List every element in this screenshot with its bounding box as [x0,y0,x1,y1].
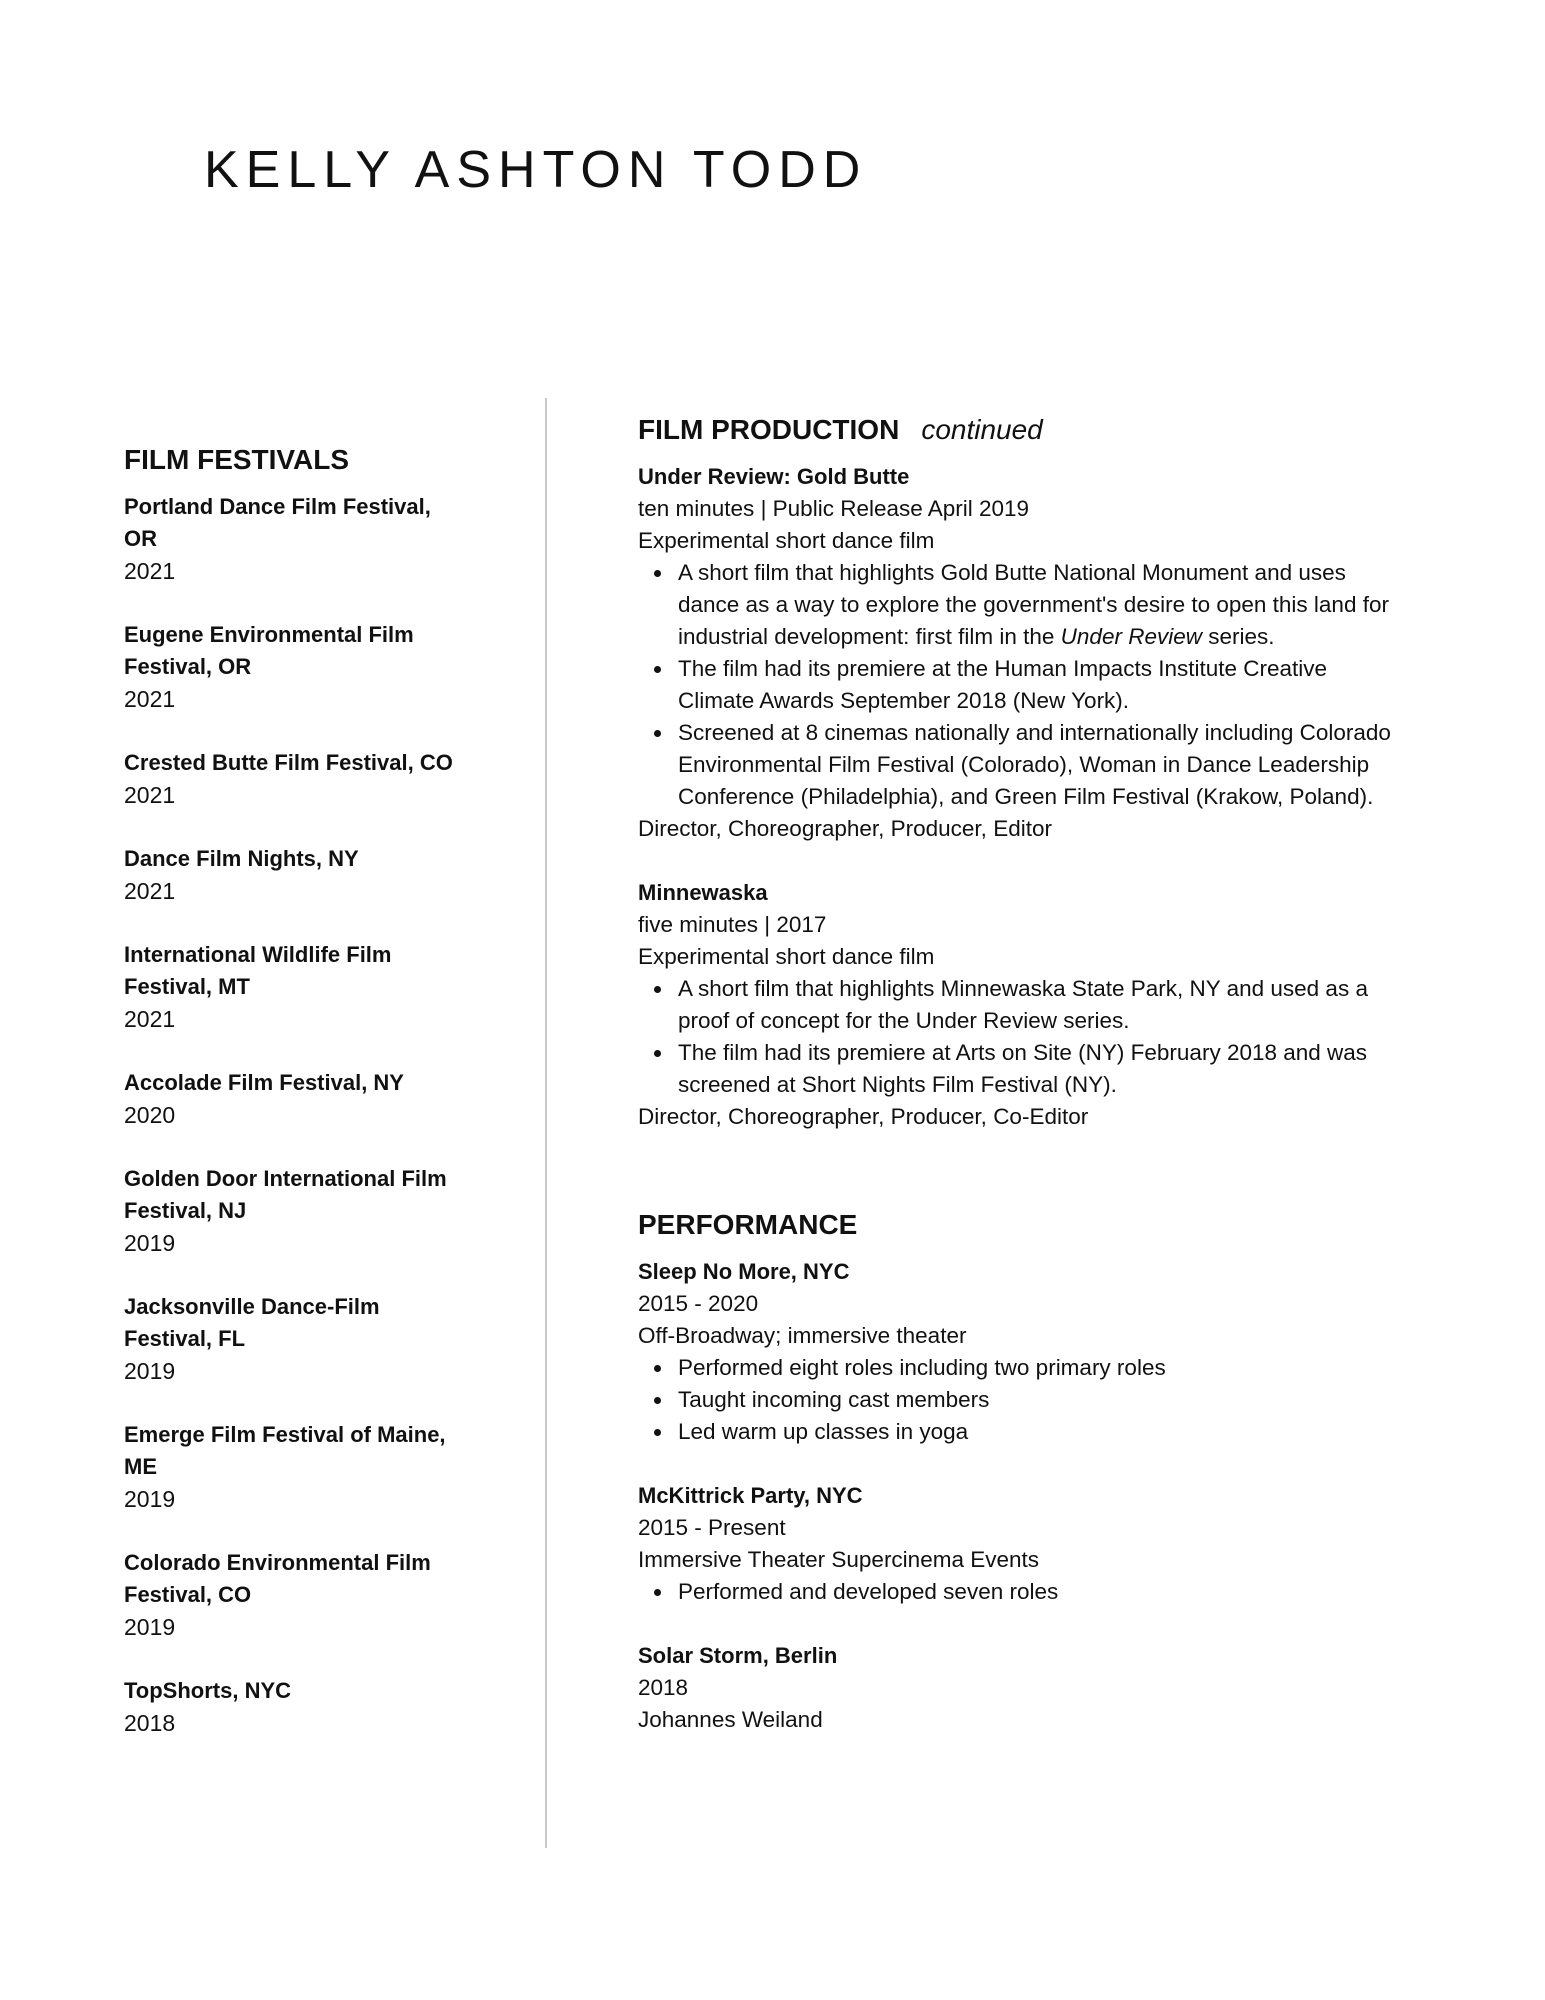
performance-dates: 2015 - 2020 [638,1291,759,1316]
festival-item [124,491,454,587]
performance-title: Sleep No More, NYC [638,1259,850,1284]
performance-bullet: Performed eight roles including two primary roles [678,1352,1398,1384]
performance-bullets [638,1576,1398,1608]
film-role: Director, Choreographer, Producer, Editor [638,816,1052,841]
bullet-text: series. [1201,624,1275,649]
film-role: Director, Choreographer, Producer, Co-Editor [638,1104,1089,1129]
festival-item [124,1067,454,1131]
film-festivals-section [124,443,454,1771]
film-bullet: The film had its premiere at Arts on Site (NY) February 2018 and was screened at Short Nights Film Festival (NY). [678,1037,1398,1101]
film-festivals-heading: FILM FESTIVALS [124,444,350,475]
festival-name: Golden Door International Film Festival, NJ [124,1166,447,1223]
performance-title: McKittrick Party, NYC [638,1483,863,1508]
performance-bullet: Performed and developed seven roles [678,1576,1398,1608]
performance-bullets [638,1352,1398,1448]
film-bullet: A short film that highlights Minnewaska State Park, NY and used as a proof of concept for the Under Review series. [678,973,1398,1037]
festival-year: 2020 [124,1102,176,1128]
festival-item [124,1547,454,1643]
right-column [638,413,1398,1736]
performance-bullet: Taught incoming cast members [678,1384,1398,1416]
festival-item [124,619,454,715]
performance-desc: Johannes Weiland [638,1707,823,1732]
festival-name: Eugene Environmental Film Festival, OR [124,622,414,679]
performance-desc: Immersive Theater Supercinema Events [638,1547,1040,1572]
festival-year: 2021 [124,782,176,808]
festival-name: Emerge Film Festival of Maine, ME [124,1422,446,1479]
festival-item [124,939,454,1035]
film-bullets [638,973,1398,1101]
film-type: Experimental short dance film [638,528,935,553]
performance-dates: 2018 [638,1675,689,1700]
film-title: Minnewaska [638,880,768,905]
series-name: Under Review [1060,624,1202,649]
bullet-text: A short film that highlights Gold Butte National Monument and uses dance as a way to explore the government's desire to open this land for industrial development: first film in the [678,560,1389,649]
festival-name: International Wildlife Film Festival, MT [124,942,392,999]
performance-title: Solar Storm, Berlin [638,1643,838,1668]
festival-year: 2021 [124,558,176,584]
festival-item [124,747,454,811]
performance-entry [638,1480,1398,1608]
festival-name: Crested Butte Film Festival, CO [124,750,453,775]
festival-year: 2019 [124,1486,176,1512]
film-entry [638,877,1398,1133]
performance-dates: 2015 - Present [638,1515,786,1540]
festival-name: TopShorts, NYC [124,1678,292,1703]
festival-item [124,1291,454,1387]
festival-year: 2018 [124,1710,176,1736]
continued-label: continued [921,414,1043,445]
festival-item [124,1675,454,1739]
film-production-heading [638,413,1398,447]
resume-name: KELLY ASHTON TODD [204,141,868,199]
festival-name: Accolade Film Festival, NY [124,1070,404,1095]
film-bullet [678,557,1398,653]
festival-name: Portland Dance Film Festival, OR [124,494,431,551]
festival-name: Dance Film Nights, NY [124,846,359,871]
film-type: Experimental short dance film [638,944,935,969]
film-production-title: FILM PRODUCTION [638,414,900,445]
film-title: Under Review: Gold Butte [638,464,910,489]
film-bullet: The film had its premiere at the Human Impacts Institute Creative Climate Awards September 2018 (New York). [678,653,1398,717]
film-meta: ten minutes | Public Release April 2019 [638,496,1030,521]
column-divider [545,398,547,1848]
film-bullets [638,557,1398,813]
performance-entry [638,1640,1398,1736]
performance-entry [638,1256,1398,1448]
festival-year: 2019 [124,1230,176,1256]
performance-desc: Off-Broadway; immersive theater [638,1323,967,1348]
festival-year: 2021 [124,1006,176,1032]
performance-heading: PERFORMANCE [638,1209,858,1240]
film-meta: five minutes | 2017 [638,912,827,937]
festival-name: Colorado Environmental Film Festival, CO [124,1550,431,1607]
performance-bullet: Led warm up classes in yoga [678,1416,1398,1448]
festival-item [124,1163,454,1259]
festival-year: 2019 [124,1358,176,1384]
festival-item [124,843,454,907]
festival-year: 2019 [124,1614,176,1640]
festival-name: Jacksonville Dance-Film Festival, FL [124,1294,380,1351]
festival-item [124,1419,454,1515]
festival-year: 2021 [124,878,176,904]
festival-year: 2021 [124,686,176,712]
film-entry [638,461,1398,845]
film-bullet: Screened at 8 cinemas nationally and internationally including Colorado Environmental Film Festival (Colorado), Woman in Dance Leadership Conference (Philadelphia), and Green Film Festival (Krakow, Poland). [678,717,1398,813]
